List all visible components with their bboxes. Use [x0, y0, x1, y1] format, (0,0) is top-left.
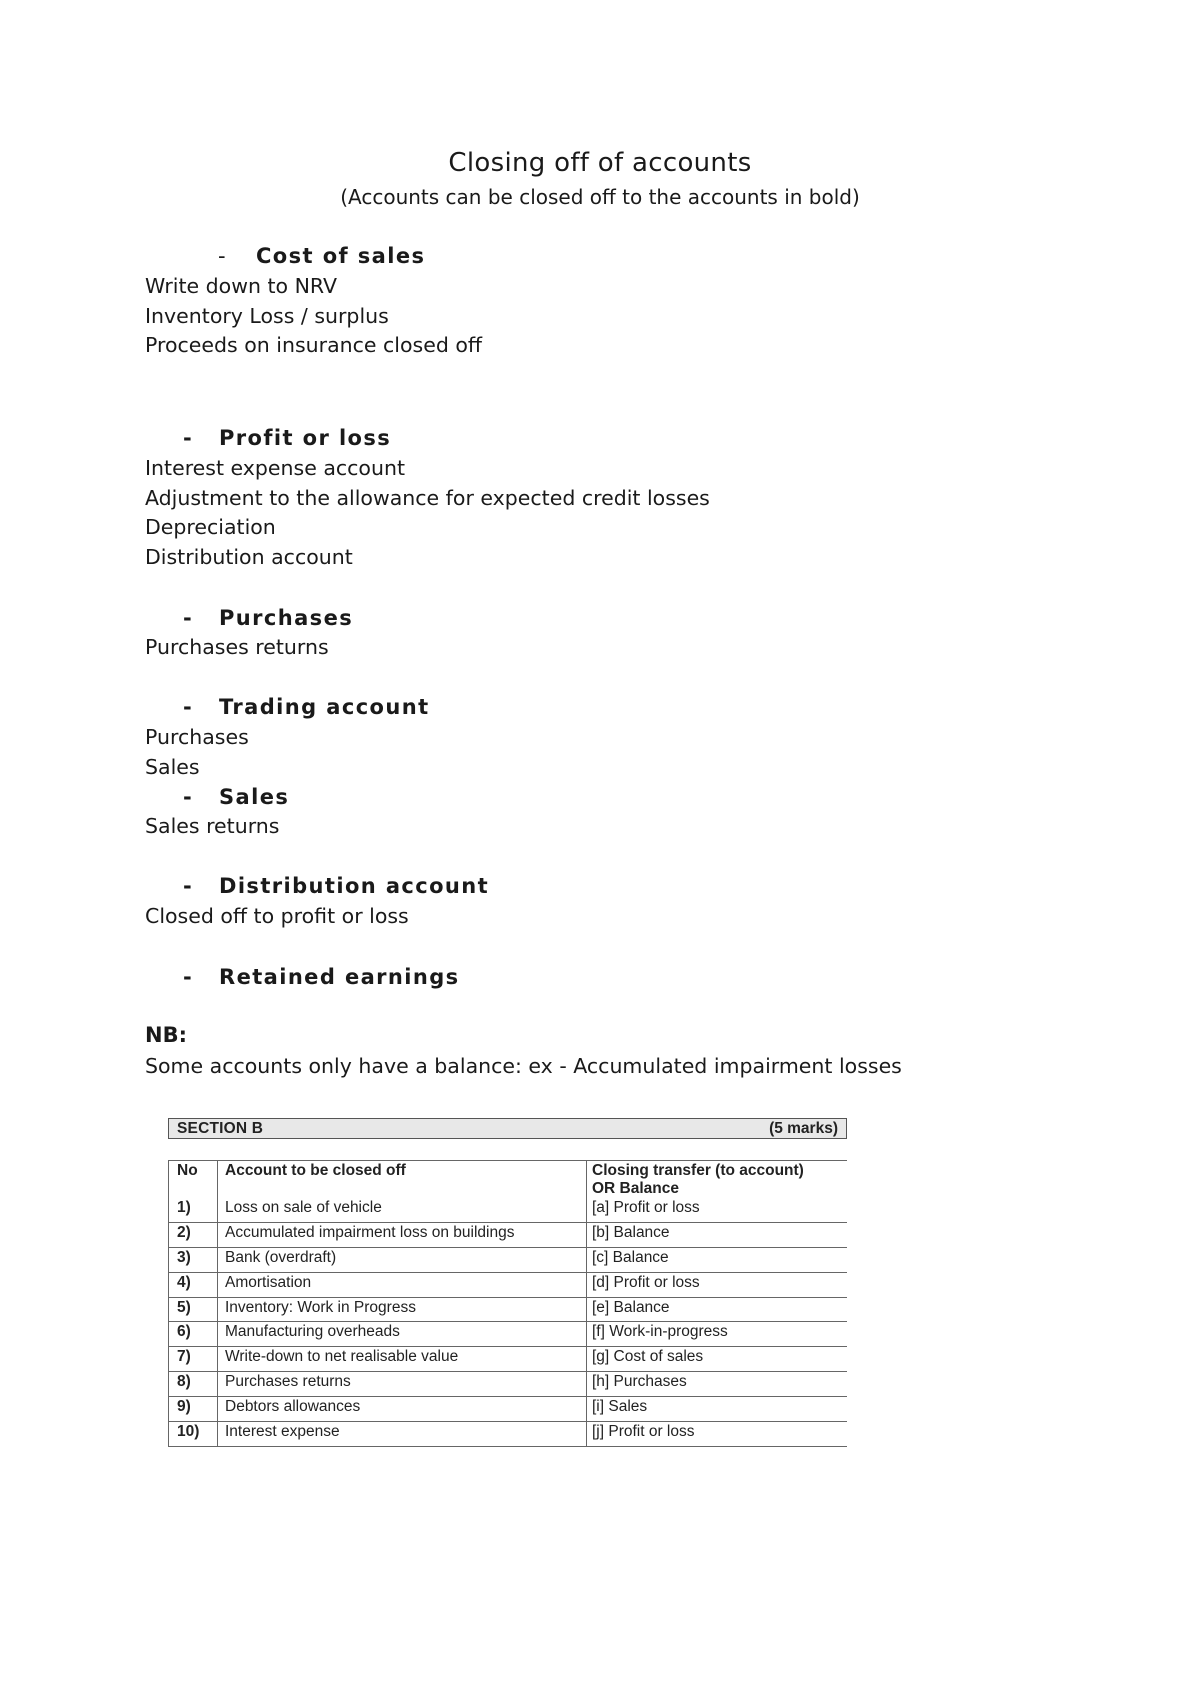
section-dash: - — [183, 695, 192, 719]
marks-label: (5 marks) — [769, 1120, 838, 1137]
table-rule — [586, 1160, 587, 1446]
col-header-transfer-line2: OR Balance — [592, 1180, 680, 1197]
list-item: Closed off to profit or loss — [145, 904, 409, 928]
section-b-header-bar — [168, 1118, 847, 1139]
table-grid — [168, 1160, 847, 1560]
col-header-transfer: Closing transfer (to account) — [592, 1162, 804, 1179]
row-account: Purchases returns — [225, 1373, 351, 1390]
row-account: Interest expense — [225, 1423, 340, 1440]
section-dash: - — [183, 785, 192, 809]
row-transfer: [h] Purchases — [592, 1373, 687, 1390]
row-transfer: [a] Profit or loss — [592, 1199, 700, 1216]
section-heading-sales: Sales — [219, 785, 290, 809]
row-transfer: [j] Profit or loss — [592, 1423, 695, 1440]
list-item: Adjustment to the allowance for expected credit losses — [145, 486, 710, 510]
section-heading-retained-earnings: Retained earnings — [219, 965, 460, 989]
table-rule — [217, 1160, 218, 1446]
row-account: Inventory: Work in Progress — [225, 1299, 416, 1316]
section-dash: - — [218, 244, 226, 268]
list-item: Inventory Loss / surplus — [145, 304, 389, 328]
list-item: Sales returns — [145, 814, 280, 838]
table-rule — [168, 1321, 847, 1322]
col-header-no: No — [177, 1162, 198, 1179]
list-item: Proceeds on insurance closed off — [145, 333, 483, 357]
row-number: 2) — [177, 1224, 191, 1241]
section-dash: - — [183, 606, 192, 630]
list-item: Sales — [145, 755, 200, 779]
row-transfer: [d] Profit or loss — [592, 1274, 700, 1291]
list-item: Distribution account — [145, 545, 353, 569]
table-rule — [168, 1297, 847, 1298]
row-number: 5) — [177, 1299, 191, 1316]
section-heading-trading-account: Trading account — [219, 695, 430, 719]
list-item: Depreciation — [145, 515, 276, 539]
table-rule — [168, 1160, 847, 1161]
section-dash: - — [183, 965, 192, 989]
list-item: Purchases — [145, 725, 249, 749]
row-number: 9) — [177, 1398, 191, 1415]
list-item: Interest expense account — [145, 456, 405, 480]
page-subtitle: (Accounts can be closed off to the accounts in bold) — [340, 185, 860, 209]
section-heading-purchases: Purchases — [219, 606, 354, 630]
row-transfer: [g] Cost of sales — [592, 1348, 704, 1365]
row-account: Loss on sale of vehicle — [225, 1199, 382, 1216]
row-transfer: [c] Balance — [592, 1249, 669, 1266]
row-transfer: [f] Work-in-progress — [592, 1323, 728, 1340]
row-account: Bank (overdraft) — [225, 1249, 337, 1266]
table-rule — [168, 1247, 847, 1248]
section-heading-distribution-account: Distribution account — [219, 874, 490, 898]
row-number: 1) — [177, 1199, 191, 1216]
row-number: 4) — [177, 1274, 191, 1291]
row-number: 3) — [177, 1249, 191, 1266]
section-heading-profit-or-loss: Profit or loss — [219, 426, 392, 450]
row-transfer: [e] Balance — [592, 1299, 670, 1316]
nb-text: Some accounts only have a balance: ex - Accumulated impairment losses — [145, 1054, 902, 1078]
table-rule — [168, 1371, 847, 1372]
row-account: Debtors allowances — [225, 1398, 361, 1415]
table-rule — [168, 1446, 847, 1447]
row-number: 8) — [177, 1373, 191, 1390]
row-transfer: [i] Sales — [592, 1398, 648, 1415]
col-header-account: Account to be closed off — [225, 1162, 406, 1179]
table-rule — [168, 1421, 847, 1422]
row-account: Accumulated impairment loss on buildings — [225, 1224, 515, 1241]
section-b-label: SECTION B — [177, 1120, 264, 1137]
table-rule — [168, 1272, 847, 1273]
section-dash: - — [183, 874, 192, 898]
row-account: Amortisation — [225, 1274, 312, 1291]
row-number: 10) — [177, 1423, 200, 1440]
row-account: Write-down to net realisable value — [225, 1348, 459, 1365]
nb-label: NB: — [145, 1023, 187, 1047]
row-account: Manufacturing overheads — [225, 1323, 400, 1340]
page-title: Closing off of accounts — [448, 148, 752, 178]
row-transfer: [b] Balance — [592, 1224, 670, 1241]
section-dash: - — [183, 426, 192, 450]
table-rule — [168, 1222, 847, 1223]
table-rule — [168, 1160, 169, 1446]
table-rule — [168, 1396, 847, 1397]
table-rule — [168, 1346, 847, 1347]
row-number: 7) — [177, 1348, 191, 1365]
list-item: Write down to NRV — [145, 274, 338, 298]
list-item: Purchases returns — [145, 635, 329, 659]
row-number: 6) — [177, 1323, 191, 1340]
section-heading-cost-of-sales: Cost of sales — [256, 244, 426, 268]
